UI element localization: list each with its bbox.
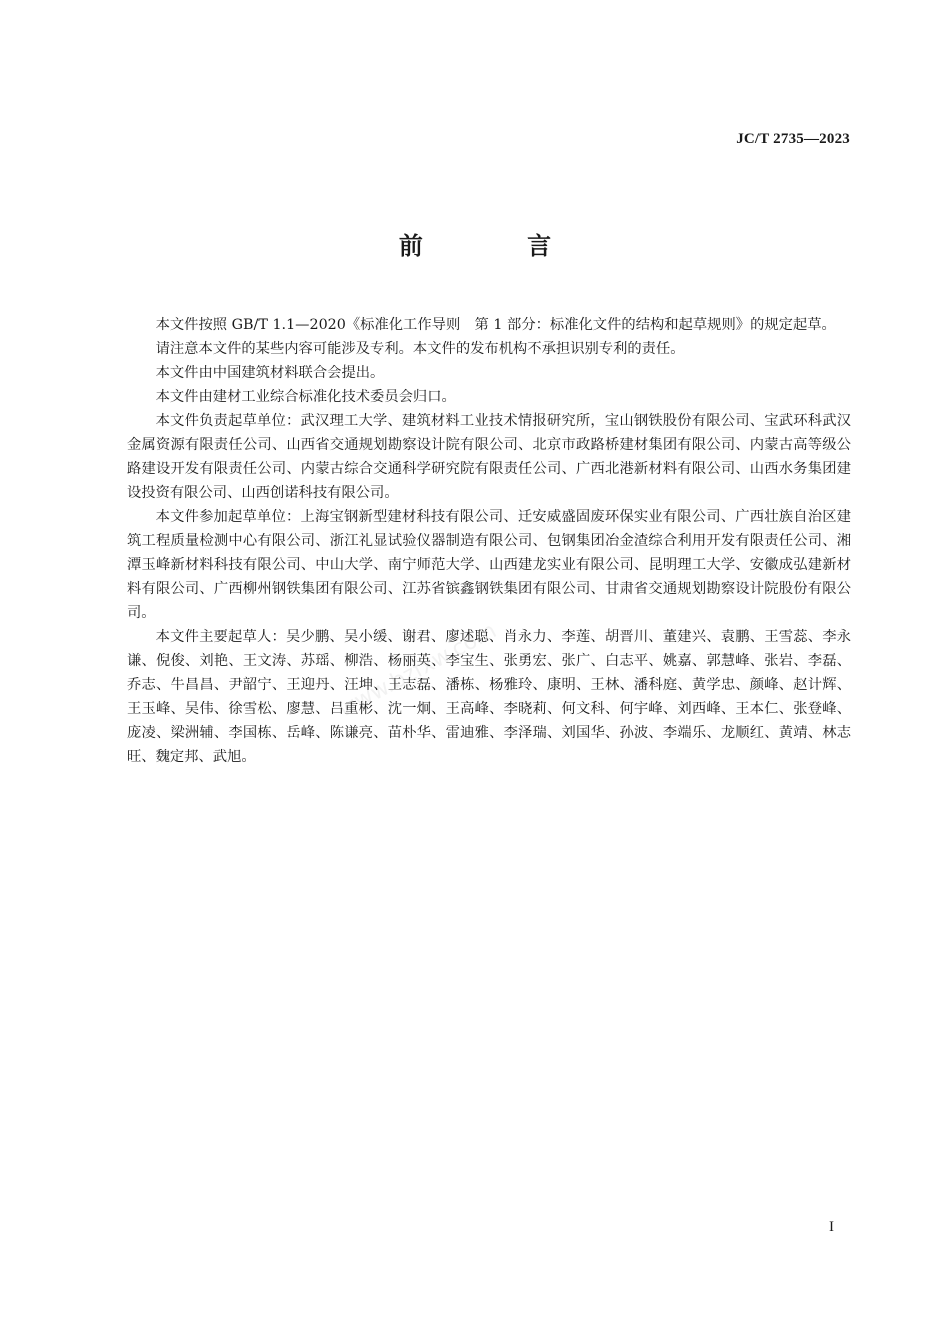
page-number: I [829, 1219, 834, 1235]
paragraph-responsible-drafters: 本文件负责起草单位：武汉理工大学、建筑材料工业技术情报研究所，宝山钢铁股份有限公司、宝武环科武汉金属资源有限责任公司、山西省交通规划勘察设计院有限公司、北京市政路桥建材集团有限公司、内蒙古高等级公路建设开发有限责任公司、内蒙古综合交通科学研究院有限责任公司、广西北港新材料有限公司、山西水务集团建设投资有限公司、山西创诺科技有限公司。 [127, 413, 851, 501]
paragraph-proposer: 本文件由中国建筑材料联合会提出。 [155, 365, 385, 381]
watermark: www.bzfxw.com [334, 618, 501, 723]
paragraph-patent-notice: 请注意本文件的某些内容可能涉及专利。本文件的发布机构不承担识别专利的责任。 [155, 341, 685, 357]
paragraph-main-drafters: 本文件主要起草人：吴少鹏、吴小缓、谢君、廖述聪、肖永力、李莲、胡晋川、董建兴、袁鹏、王雪蕊、李永谦、倪俊、刘艳、王文涛、苏瑶、柳浩、杨丽英、李宝生、张勇宏、张广、白志平、姚嘉、郭慧峰、张岩、李磊、乔志、牛昌昌、尹韶宁、王迎丹、汪坤、王志磊、潘栋、杨雅玲、康明、王林、潘科庭、黄学忠、颜峰、赵计辉、王玉峰、吴伟、徐雪松、廖慧、吕重彬、沈一炯、王高峰、李晓莉、何文科、何宇峰、刘西峰、王本仁、张登峰、庞凌、梁洲辅、李国栋、岳峰、陈谦亮、苗朴华、雷迪雅、李泽瑞、刘国华、孙波、李端乐、龙顺红、黄靖、林志旺、魏定邦、武旭。 [127, 629, 851, 765]
paragraph-technical-committee: 本文件由建材工业综合标准化技术委员会归口。 [155, 389, 456, 405]
foreword-body [127, 313, 851, 769]
paragraph-drafting-rules: 本文件按照 GB/T 1.1—2020《标准化工作导则 第 1 部分：标准化文件的结构和起草规则》的规定起草。 [155, 317, 836, 333]
page-title: 前 言 [398, 232, 600, 260]
standard-code: JC/T 2735—2023 [736, 131, 850, 147]
paragraph-participating-drafters: 本文件参加起草单位：上海宝钢新型建材科技有限公司、迁安威盛固废环保实业有限公司、广西壮族自治区建筑工程质量检测中心有限公司、浙江礼显试验仪器制造有限公司、包钢集团冶金渣综合利用开发有限责任公司、湘潭玉峰新材料科技有限公司、中山大学、南宁师范大学、山西建龙实业有限公司、昆明理工大学、安徽成弘建新材料有限公司、广西柳州钢铁集团有限公司、江苏省镔鑫钢铁集团有限公司、甘肃省交通规划勘察设计院股份有限公司。 [127, 509, 851, 621]
